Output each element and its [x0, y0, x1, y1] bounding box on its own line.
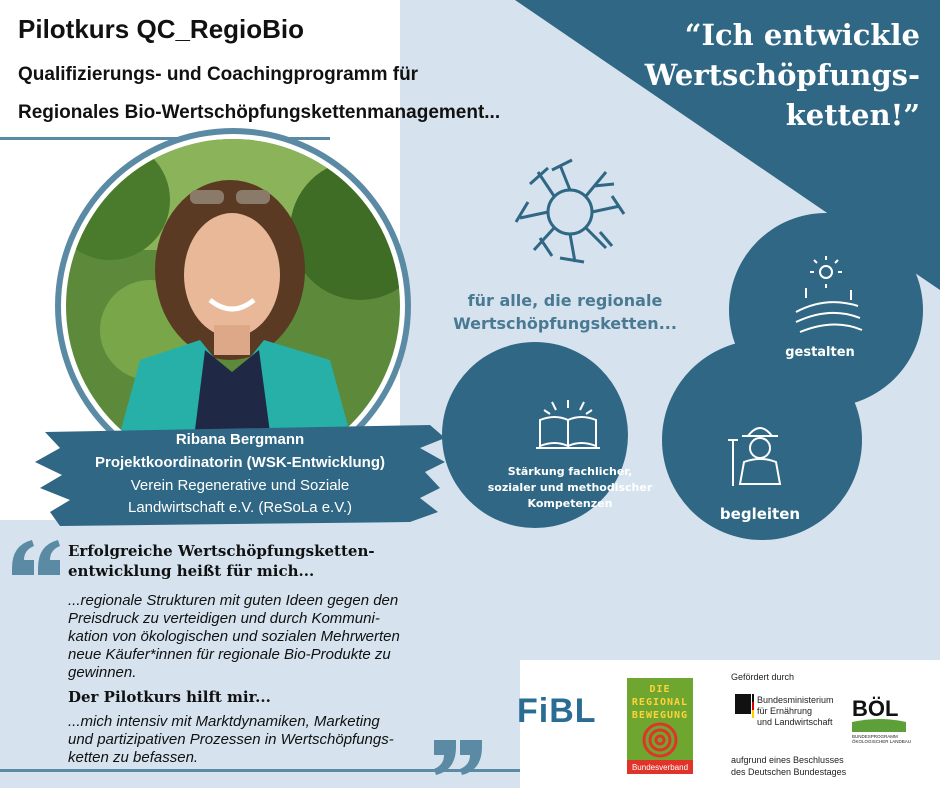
bol-sub1: BUNDESPROGRAMM: [852, 734, 898, 739]
beschluss-line2: des Deutschen Bundestages: [731, 767, 847, 777]
quote-heading-line1: Erfolgreiche Wertschöpfungsketten-: [68, 542, 375, 560]
bol-sub2: ÖKOLOGISCHER LANDBAU: [852, 739, 912, 744]
subtitle-line1: Qualifizierungs- und Coachingprogramm für: [18, 64, 419, 85]
quote-body-line: neue Käufer*innen für regionale Bio-Produkte zu: [68, 646, 391, 663]
staerkung-line2: sozialer und methodischer: [487, 481, 653, 494]
fibl-logo: FiBL: [517, 692, 597, 730]
gestalten-label: gestalten: [785, 345, 855, 360]
staerkung-line3: Kompetenzen: [527, 497, 613, 510]
quote-body-line: kation von ökologischen und sozialen Mehrwerten: [68, 628, 400, 645]
target-text-line2: Wertschöpfungsketten...: [453, 314, 677, 333]
quote-body-line: ...regionale Strukturen mit guten Ideen gegen den: [68, 592, 399, 609]
regional-logo-line3: BEWEGUNG: [631, 710, 689, 721]
gefoerdert-text: Gefördert durch: [731, 672, 795, 682]
slogan-line1: “Ich entwickle: [684, 18, 920, 52]
target-text-line1: für alle, die regionale: [467, 291, 663, 310]
beschluss-line1: aufgrund eines Beschlusses: [731, 755, 844, 765]
subtitle-line2: Regionales Bio-Wertschöpfungskettenmanagement...: [18, 102, 501, 123]
person-org-line2: Landwirtschaft e.V. (ReSoLa e.V.): [127, 499, 353, 516]
bol-logo-text: BÖL: [852, 696, 899, 721]
slogan-line2: Wertschöpfungs-: [644, 58, 920, 92]
page-title: Pilotkurs QC_RegioBio: [18, 14, 305, 44]
circle-gestalten: [729, 213, 923, 407]
bmel-line3: und Landwirtschaft: [757, 717, 833, 727]
person-role: Projektkoordinatorin (WSK-Entwicklung): [94, 454, 385, 471]
regional-logo-footer: Bundesverband: [631, 763, 689, 772]
person-org-line1: Verein Regenerative und Soziale: [130, 477, 350, 494]
bmel-line1: Bundesministerium: [757, 695, 834, 705]
quote-body2-line: ...mich intensiv mit Marktdynamiken, Marketing: [68, 713, 380, 730]
slogan-line3: ketten!”: [785, 98, 920, 132]
begleiten-label: begleiten: [719, 505, 801, 523]
regional-logo-line1: DIE: [649, 684, 671, 695]
quote-heading2: Der Pilotkurs hilft mir...: [68, 688, 271, 706]
quote-body2-line: und partizipativen Prozessen in Wertschöpfungs-: [68, 731, 394, 748]
quote-body-line: Preisdruck zu verteidigen und durch Kommuni-: [68, 610, 380, 627]
quote-heading-line2: entwicklung heißt für mich...: [68, 562, 315, 580]
quote-body2-line: ketten zu befassen.: [68, 749, 199, 766]
person-name: Ribana Bergmann: [175, 431, 305, 448]
bmel-eagle-icon: [735, 694, 751, 714]
bmel-line2: für Ernährung: [757, 706, 813, 716]
quote-body-line: gewinnen.: [68, 664, 137, 681]
regional-logo-line2: REGIONAL: [631, 697, 689, 708]
staerkung-line1: Stärkung fachlicher,: [507, 465, 633, 478]
